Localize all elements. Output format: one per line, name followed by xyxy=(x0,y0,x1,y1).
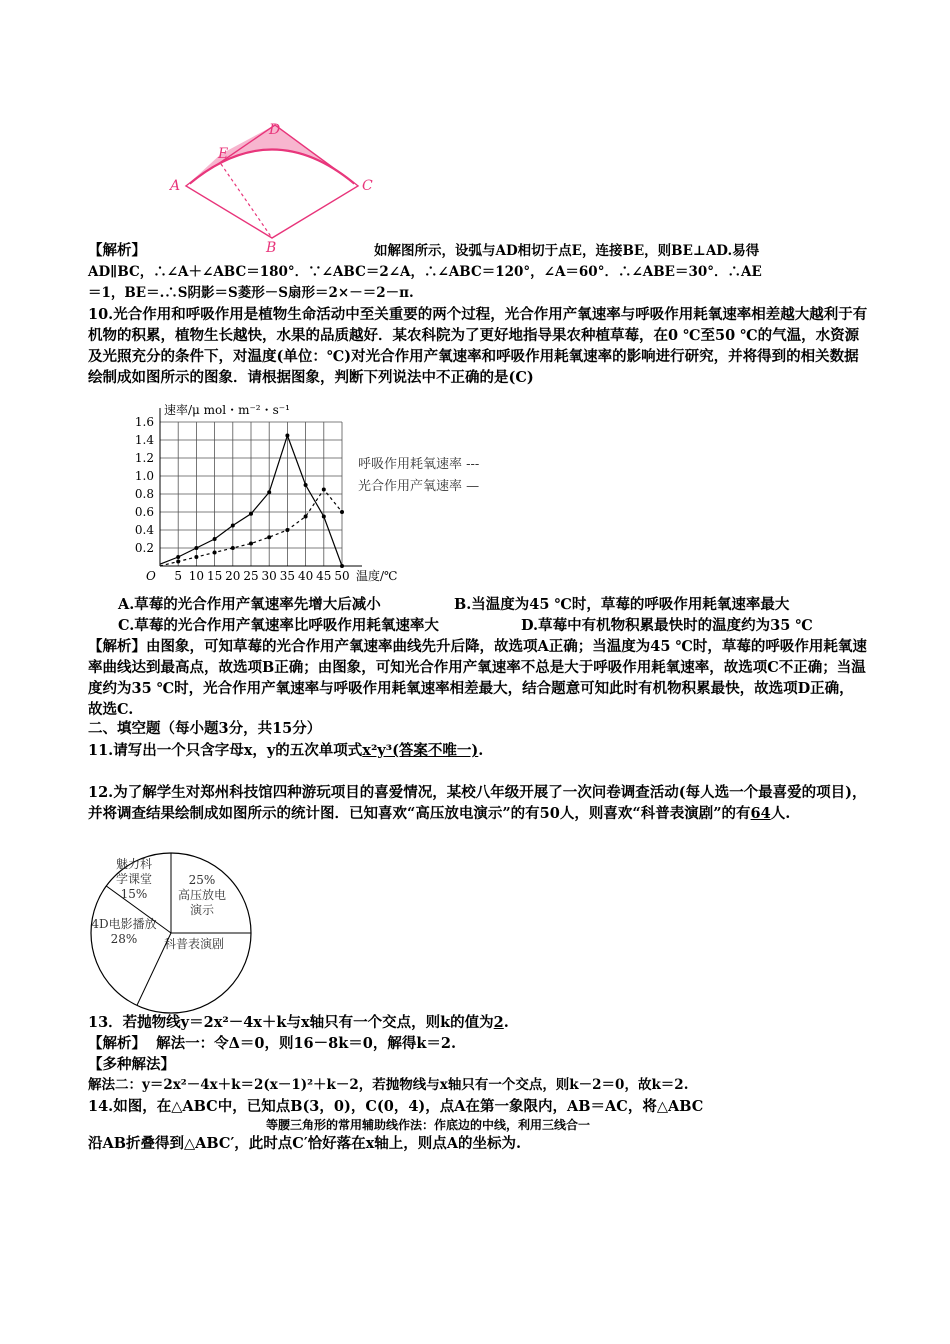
q9-analysis xyxy=(88,240,868,304)
x-tick-label: 40 xyxy=(297,569,314,583)
data-point xyxy=(231,546,235,550)
y-tick-label: 0.4 xyxy=(134,523,154,537)
pie-slice-label: 25% xyxy=(188,873,216,887)
rhombus-figure xyxy=(168,118,378,253)
q9-jiexi-line3: ＝1，BE＝.∴S阴影＝S菱形－S扇形＝2×－＝2－π. xyxy=(88,285,414,301)
y-axis-label: 速率/μ mol・m⁻²・s⁻¹ xyxy=(164,403,290,417)
y-tick-label: 0.8 xyxy=(134,487,154,501)
q11 xyxy=(88,740,868,761)
legend-entry: 光合作用产氧速率 — xyxy=(358,479,480,494)
data-point xyxy=(194,555,198,559)
q12-answer: 64 xyxy=(750,805,771,822)
label-B: B xyxy=(266,240,277,253)
q13-end: . xyxy=(503,1014,509,1031)
q13-jiexi: 解法一：令Δ＝0，则16－8k＝0，解得k＝2. xyxy=(156,1035,457,1052)
data-point xyxy=(322,488,326,492)
label-D: D xyxy=(269,122,281,138)
data-point xyxy=(340,510,344,514)
x-tick-label: 50 xyxy=(334,569,350,583)
q10-option-c: C.草莓的光合作用产氧速率比呼吸作用耗氧速率大 xyxy=(118,617,439,634)
y-tick-label: 0.6 xyxy=(134,505,154,519)
x-tick-label: 25 xyxy=(243,569,259,583)
q13-method2: 解法二：y＝2x²－4x＋k＝2(x－1)²＋k－2，若抛物线与x轴只有一个交点，则k－2＝0，故k＝2. xyxy=(88,1077,689,1093)
x-tick-label: 20 xyxy=(225,569,241,583)
y-tick-label: 1.0 xyxy=(134,469,154,483)
q9-jiexi-tag: 【解析】 xyxy=(88,242,146,259)
q13-stem: 13．若抛物线y＝2x²－4x＋k与x轴只有一个交点，则k的值为 xyxy=(88,1014,494,1031)
label-C: C xyxy=(362,178,373,194)
q12 xyxy=(88,782,868,824)
data-point xyxy=(285,434,289,438)
q9-jiexi-line2: AD∥BC，∴∠A＋∠ABC＝180°．∵∠ABC＝2∠A，∴∠ABC＝120°，∠A＝60°．∴∠ABE＝30°．∴AE xyxy=(88,264,762,280)
x-axis-label: 温度/℃ xyxy=(356,569,398,583)
pie-slice-label: 15% xyxy=(120,887,148,901)
data-point xyxy=(176,555,180,559)
q10-option-a: A.草莓的光合作用产氧速率先增大后减小 xyxy=(118,596,381,613)
q11-answer: x²y³(答案不唯一) xyxy=(362,742,479,759)
x-tick-label: 10 xyxy=(188,569,205,583)
q13 xyxy=(88,1012,868,1096)
q13-jiexi-tag: 【解析】 xyxy=(88,1035,146,1052)
q11-end: . xyxy=(478,742,484,759)
label-E: E xyxy=(218,146,229,162)
x-tick-label: 5 xyxy=(174,569,183,583)
pie-slice-label: 高压放电 xyxy=(177,888,227,902)
y-tick-label: 0.2 xyxy=(134,541,154,555)
q10-option-d: D.草莓中有机物积累最快时的温度约为35 ℃ xyxy=(521,617,813,634)
pie-slice-boundary xyxy=(137,933,171,1005)
data-point xyxy=(249,542,253,546)
q13-multi-tag: 【多种解法】 xyxy=(88,1056,175,1073)
pie-slice-label: 28% xyxy=(110,932,138,946)
label-A: A xyxy=(170,178,181,194)
pie-slice-label: 魅力科 xyxy=(115,857,153,871)
q10-jiexi: 由图象，可知草莓的光合作用产氧速率曲线先升后降，故选项A正确；当温度为45 ℃时，草莓的呼吸作用耗氧速率曲线达到最高点，故选项B正确；由图象，可知光合作用产氧速率不总是大于呼吸作用耗氧速率，故选项C不正确；当温度约为35 ℃时，光合作用产氧速率与呼吸作用耗氧速率相差最大，结合题意可知此时有机物积累最快，故选项D正确，故选C. xyxy=(88,638,867,718)
data-point xyxy=(267,535,271,539)
y-tick-label: 1.6 xyxy=(134,415,154,429)
q10-option-b: B.当温度为45 ℃时，草莓的呼吸作用耗氧速率最大 xyxy=(454,596,790,613)
data-point xyxy=(231,524,235,528)
pie-slice-label: 学课堂 xyxy=(115,872,153,886)
q10-stem: 10.光合作用和呼吸作用是植物生命活动中至关重要的两个过程，光合作用产氧速率与呼吸作用耗氧速率相差越大越利于有机物的积累，植物生长越快，水果的品质越好．某农科院为了更好地指导果农种植草莓，在0 ℃至50 ℃的气温，水资源及光照充分的条件下，对温度(单位：℃)对光合作用产氧速率和呼吸作用耗氧速率的影响进行研究，并将得到的相关数据绘制成如图所示的图象．请根据图象，判断下列说法中不正确的是(C) xyxy=(88,306,868,386)
data-point xyxy=(304,483,308,487)
q14-note: 等腰三角形的常用辅助线作法：作底边的中线，利用三线合一 xyxy=(266,1118,591,1132)
data-point xyxy=(267,490,271,494)
q14 xyxy=(88,1096,868,1154)
q10-jiexi-tag: 【解析】 xyxy=(88,638,146,655)
q12-stem: 12.为了解学生对郑州科技馆四种游玩项目的喜爱情况，某校八年级开展了一次问卷调查活动(每人选一个最喜爱的项目)，并将调查结果绘制成如图所示的统计图．已知喜欢“高压放电演示”的有50人，则喜欢“科普表演剧”的有 xyxy=(88,784,867,822)
pie-slice-label: 4D电影播放 xyxy=(91,917,157,931)
data-point xyxy=(304,515,308,519)
data-point xyxy=(322,515,326,519)
x-tick-label: 35 xyxy=(279,569,296,583)
q14-stem-line1: 14.如图，在△ABC中，已知点B(3，0)，C(0，4)，点A在第一象限内，AB＝AC，将△ABC xyxy=(88,1098,704,1115)
x-tick-label: 15 xyxy=(206,569,223,583)
section-title: 二、填空题（每小题3分，共15分） xyxy=(88,720,322,737)
pie-slice-label: 演示 xyxy=(189,903,215,917)
data-point xyxy=(213,551,217,555)
q12-end: 人. xyxy=(770,805,791,822)
x-tick-label: 45 xyxy=(316,569,332,583)
data-point xyxy=(194,546,198,550)
q11-stem: 11.请写出一个只含字母x，y的五次单项式 xyxy=(88,742,363,759)
pie-slice-label: 科普表演剧 xyxy=(163,937,225,951)
q9-jiexi-line1: 如解图所示，设弧与AD相切于点E，连接BE，则BE⊥AD.易得 xyxy=(374,243,760,259)
data-point xyxy=(249,512,253,516)
y-tick-label: 1.4 xyxy=(134,433,154,447)
data-point xyxy=(176,560,180,564)
rate-line-chart xyxy=(110,400,530,590)
data-point xyxy=(213,537,217,541)
q13-answer: 2 xyxy=(493,1014,504,1031)
survey-pie-chart xyxy=(84,848,259,1018)
y-tick-label: 1.2 xyxy=(134,451,154,465)
x-tick-label: 30 xyxy=(261,569,277,583)
origin-label: O xyxy=(146,569,156,583)
q14-stem-line2: 沿AB折叠得到△ABC′，此时点C′恰好落在x轴上，则点A的坐标为. xyxy=(88,1135,522,1152)
q10-analysis xyxy=(88,636,868,720)
data-point xyxy=(285,528,289,532)
legend-entry: 呼吸作用耗氧速率 --- xyxy=(358,457,480,472)
data-point xyxy=(340,564,344,568)
